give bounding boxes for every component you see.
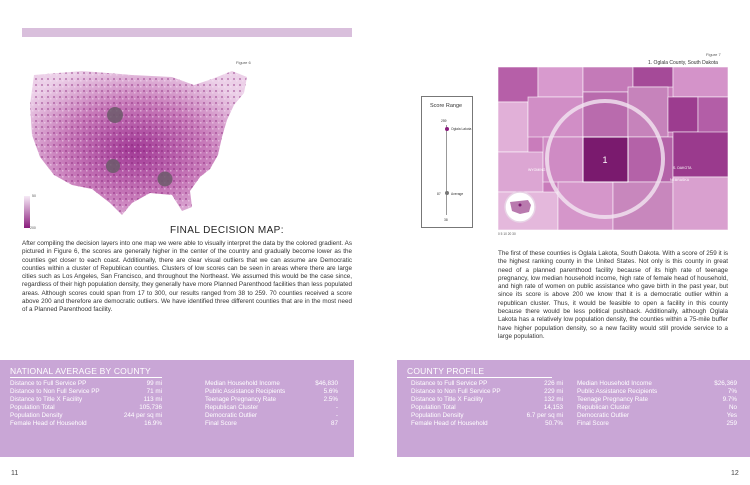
score-range-line <box>446 125 447 215</box>
stat-label: Distance to Title X Facility <box>411 396 484 404</box>
stats-col1-labels <box>10 380 100 429</box>
stats-col2-labels <box>577 380 657 429</box>
stats-col2-labels <box>205 380 285 429</box>
stats-col2-values <box>300 380 338 429</box>
score-top-label: Oglala Lakota <box>451 127 472 131</box>
score-mid-label: Average <box>451 192 464 196</box>
stat-value: 87 <box>330 420 338 428</box>
stat-value: 105,736 <box>139 404 162 412</box>
us-decision-map <box>22 65 260 225</box>
stat-label: Population Density <box>10 412 63 420</box>
stat-value: $46,830 <box>315 380 338 387</box>
stat-label: Female Head of Household <box>10 420 87 428</box>
stat-label: Population Total <box>411 404 456 412</box>
map-caption: 1. Oglala County, South Dakota <box>648 60 718 66</box>
stat-value: 2.5% <box>323 396 338 404</box>
stat-value: 71 mi <box>146 388 162 396</box>
stat-label: Median Household Income <box>205 380 280 387</box>
stat-label: Democratic Outlier <box>577 412 630 420</box>
score-bottom-value: 38 <box>444 218 448 222</box>
stat-label: Population Density <box>411 412 464 420</box>
legend-gradient <box>24 196 30 228</box>
stat-value: 16.9% <box>144 420 162 428</box>
header-bar <box>22 28 352 37</box>
label-nebraska: NEBRASKA <box>670 178 690 182</box>
stats-title: COUNTY PROFILE <box>407 366 485 376</box>
score-range-box <box>421 96 473 228</box>
county-profile-panel <box>397 360 750 457</box>
label-sdakota: S. DAKOTA <box>673 166 692 170</box>
stat-value: - <box>335 404 338 412</box>
stat-label: Democratic Outlier <box>205 412 258 420</box>
stat-value: 226 mi <box>544 380 563 387</box>
stat-value: 259 <box>726 420 737 428</box>
national-average-panel <box>0 360 354 457</box>
legend-low: 200 <box>30 226 36 230</box>
stats-divider <box>407 377 552 378</box>
stats-col1-values <box>110 380 162 429</box>
stat-value: $26,369 <box>714 380 737 387</box>
stats-col1-labels <box>411 380 501 429</box>
stat-value: Yes <box>726 412 737 420</box>
stat-value: 50.7% <box>545 420 563 428</box>
scale-bar: 0 5 10 20 30 <box>498 232 516 236</box>
right-paragraph: The first of these counties is Oglala Lakota, South Dakota. With a score of 259 it is the highest ranking county in the United States. Not only is this county in great need of a planned parenthood facility because of its high rate of teenage pregnancy, low median household income, high rate of female head of household, and high rate of women on public assistance who gave birth in the past year, but since its score is above 200 we know that it is a democratic outlier within a republican cluster. Thus, it would be feasible to open a facility in this county because there would be less political pushback. Additionally, although Oglala Lakota has a relatively low population density, the counties within a 75-mile buffer have higher population density, so a new facility would still provide service to a large population. <box>498 250 728 340</box>
stat-value: 14,153 <box>543 404 563 412</box>
stat-value: 113 mi <box>143 396 162 404</box>
stat-label: Distance to Full Service PP <box>10 380 87 387</box>
stat-value: 244 per sq mi <box>123 412 162 420</box>
legend-high: 50 <box>32 194 36 198</box>
section-title: FINAL DECISION MAP: <box>170 225 284 236</box>
left-paragraph: After compiling the decision layers into one map we were able to visually interpret the data by the colored gradient. As pictured in Figure 6, the scores are generally higher in the center of the country and gradually become lower as the counties get closer to each coast. Additionally, there are clear visual outliers that we can assume are Democratic counties within a cluster of Republican counties. Clusters of low scores can be seen in areas where there are large cities such as Los Angeles, San Francisco, and throughout the Northeast. We assumed this would be the case since, regardless of their high population density, they generally have more Planned Parenthood facilities than less populated areas. Although scores could span from 17 to 300, our results ranged from 38 to 259. 70 counties received a score above 200 and therefore are democratic outliers. We have identified three different counties that are in the most need of a Planned Parenthood facility. <box>22 240 352 314</box>
score-mid-value: 87 <box>437 192 441 196</box>
stat-value: 99 mi <box>146 380 162 387</box>
stat-label: Final Score <box>577 420 609 428</box>
stats-col1-values <box>511 380 563 429</box>
stat-label: Distance to Full Service PP <box>411 380 488 387</box>
figure-6-label: Figure 6 <box>236 60 251 65</box>
label-wyoming: WYOMING <box>528 168 546 172</box>
county-marker: 1 <box>602 155 608 165</box>
stat-label: Teenage Pregnancy Rate <box>577 396 649 404</box>
stat-label: Distance to Non Full Service PP <box>10 388 100 396</box>
stat-label: Republican Cluster <box>577 404 631 412</box>
score-top-dot <box>445 127 449 131</box>
stat-label: Final Score <box>205 420 237 428</box>
score-top-value: 259 <box>441 119 447 123</box>
stat-value: - <box>335 412 338 420</box>
stat-label: Distance to Title X Facility <box>10 396 83 404</box>
stat-value: 6.7 per sq mi <box>526 412 563 420</box>
outlier-circle-mid <box>106 159 120 173</box>
stat-value: 229 mi <box>544 388 563 396</box>
stat-label: Teenage Pregnancy Rate <box>205 396 277 404</box>
stat-label: Republican Cluster <box>205 404 259 412</box>
stats-divider <box>10 377 162 378</box>
score-range-title: Score Range <box>430 103 463 109</box>
stats-col2-values <box>697 380 737 429</box>
figure-7-label: Figure 7 <box>706 52 721 57</box>
stat-label: Public Assistance Recipients <box>205 388 286 396</box>
stat-label: Distance to Non Full Service PP <box>411 388 501 396</box>
page-number-right: 12 <box>731 470 739 477</box>
outlier-circle-north <box>107 107 123 123</box>
stat-label: Median Household Income <box>577 380 652 387</box>
stat-label: Female Head of Household <box>411 420 488 428</box>
stat-label: Public Assistance Recipients <box>577 388 658 396</box>
stat-value: 9.7% <box>722 396 737 404</box>
stat-label: Population Total <box>10 404 55 412</box>
stat-value: No <box>728 404 737 412</box>
stat-value: 7% <box>727 388 737 396</box>
stat-value: 5.6% <box>323 388 338 396</box>
score-mid-dot <box>445 191 449 195</box>
page-number-left: 11 <box>11 470 19 477</box>
stat-value: 132 mi <box>544 396 563 404</box>
stats-title: NATIONAL AVERAGE BY COUNTY <box>10 366 151 376</box>
oglala-county-map <box>498 67 728 230</box>
outlier-circle-south <box>158 172 173 187</box>
